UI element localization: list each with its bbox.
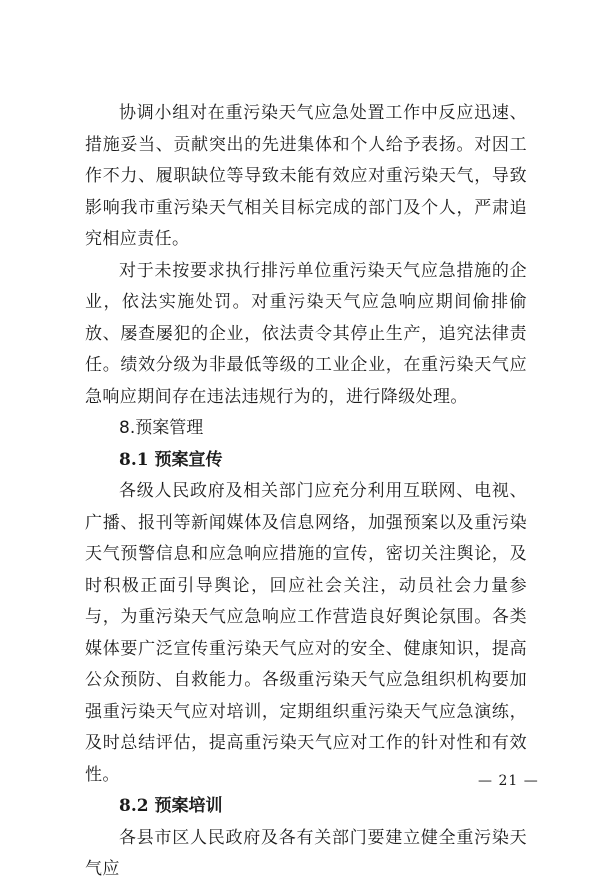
paragraph-plan-publicity: 各级人民政府及相关部门应充分利用互联网、电视、广播、报刊等新闻媒体及信息网络，加强预案以及重污染天气预警信息和应急响应措施的宣传，密切关注舆论，及时积极正面引导舆论，回应社会关注，动员社会力量参与，为重污染天气应急响应工作营造良好舆论氛围。各类媒体要广泛宣传重污染天气应对的安全、健康知识，提高公众预防、自救能力。各级重污染天气应急组织机构要加强重污染天气应对培训，定期组织重污染天气应急演练，及时总结评估，提高重污染天气应对工作的针对性和有效性。	[85, 481, 527, 785]
subsection-heading-plan-publicity: 8.1 预案宣传	[119, 449, 223, 470]
paragraph-plan-training: 各县市区人民政府及各有关部门要建立健全重污染天气应	[85, 827, 527, 879]
paragraph-penalties: 对于未按要求执行排污单位重污染天气应急措施的企业，依法实施处罚。对重污染天气应急响应期间偷排偷放、屡查屡犯的企业，依法责令其停止生产，追究法律责任。绩效分级为非最低等级的工业企业，在重污染天气应急响应期间存在违法违规行为的，进行降级处理。	[85, 260, 527, 407]
page-content	[85, 98, 527, 886]
paragraph-commendation: 协调小组对在重污染天气应急处置工作中反应迅速、措施妥当、贡献突出的先进集体和个人给予表扬。对因工作不力、履职缺位等导致未能有效应对重污染天气，导致影响我市重污染天气相关目标完成的部门及个人，严肃追究相应责任。	[85, 103, 527, 249]
section-heading-plan-management: 8.预案管理	[119, 418, 204, 438]
subsection-heading-plan-training: 8.2 预案培训	[119, 796, 223, 816]
page-number: — 21 —	[478, 773, 539, 789]
